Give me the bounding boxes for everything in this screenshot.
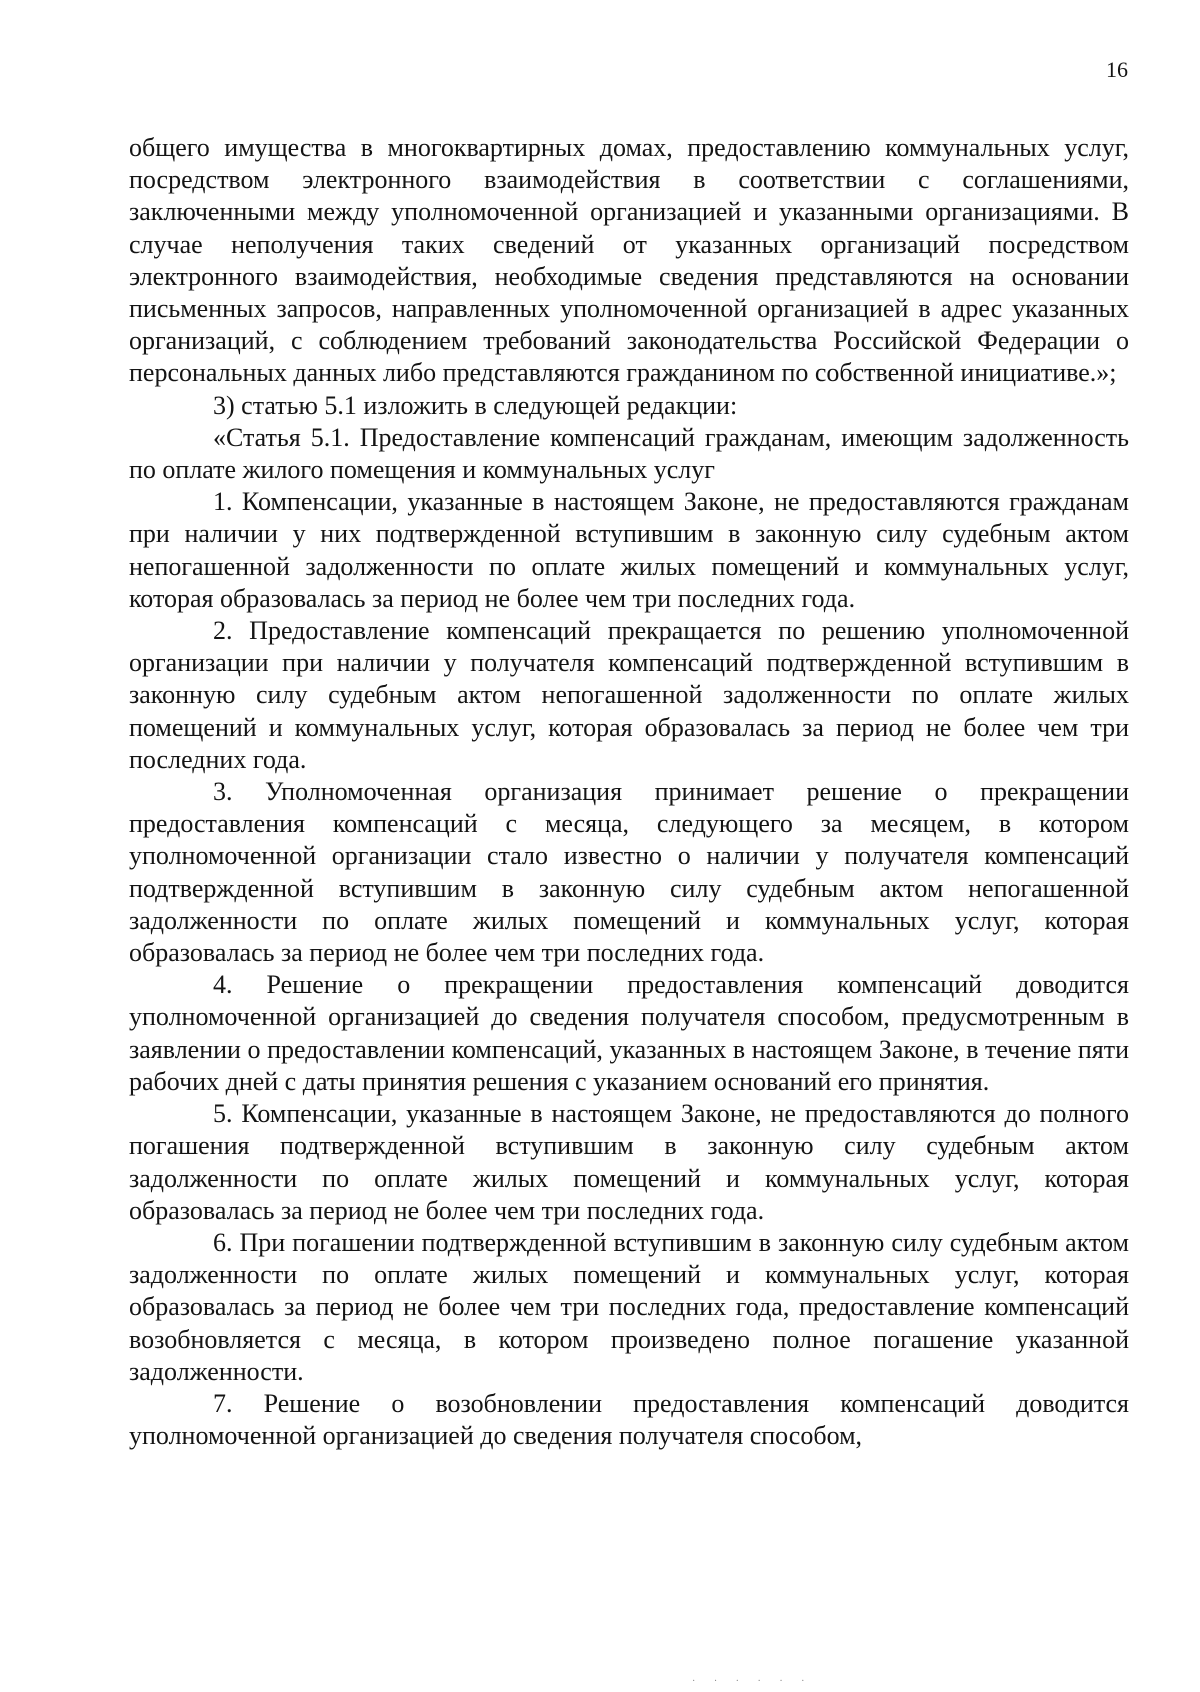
scan-specks: · · · · · ·	[692, 1676, 813, 1687]
clause-4: 4. Решение о прекращении предоставления компенсаций доводится уполномоченной организацией до сведения получателя способом, предусмотренным в заявлении о предоставлении компенсаций, указанных в настоящем Законе, в течение пяти рабочих дней с даты принятия решения с указанием оснований его принятия.	[129, 970, 1129, 1096]
clause-1: 1. Компенсации, указанные в настоящем Законе, не предоставляются гражданам при наличии у них подтвержденной вступившим в законную силу судебным актом непогашенной задолженности по оплате жилых помещений и коммунальных услуг, которая образовалась за период не более чем три последних года.	[129, 487, 1129, 613]
paragraph-continuation: общего имущества в многоквартирных домах, предоставлению коммунальных услуг, посредством электронного взаимодействия в соответствии с соглашениями, заключенными между уполномоченной организацией и указанными организациями. В случае неполучения таких сведений от указанных организаций посредством электронного взаимодействия, необходимые сведения представляются на основании письменных запросов, направленных уполномоченной организацией в адрес указанных организаций, с соблюдением требований законодательства Российской Федерации о персональных данных либо представляются гражданином по собственной инициативе.»;	[129, 133, 1129, 388]
clause-6: 6. При погашении подтвержденной вступившим в законную силу судебным актом задолженности по оплате жилых помещений и коммунальных услуг, которая образовалась за период не более чем три последних года, предоставление компенсаций возобновляется с месяца, в котором произведено полное погашение указанной задолженности.	[129, 1227, 1129, 1386]
page-number: 16	[1106, 57, 1128, 82]
article-heading: «Статья 5.1. Предоставление компенсаций гражданам, имеющим задолженность по оплате жилого помещения и коммунальных услуг	[129, 422, 1129, 485]
paragraph-item-3: 3) статью 5.1 изложить в следующей редакции:	[213, 390, 738, 420]
clause-5: 5. Компенсации, указанные в настоящем Законе, не предоставляются до полного погашения подтвержденной вступившим в законную силу судебным актом задолженности по оплате жилых помещений и коммунальных услуг, которая образовалась за период не более чем три последних года.	[129, 1099, 1129, 1225]
document-body	[129, 132, 1129, 1452]
clause-7: 7. Решение о возобновлении предоставления компенсаций доводится уполномоченной организацией до сведения получателя способом,	[129, 1388, 1129, 1451]
clause-2: 2. Предоставление компенсаций прекращается по решению уполномоченной организации при наличии у получателя компенсаций подтвержденной вступившим в законную силу судебным актом непогашенной задолженности по оплате жилых помещений и коммунальных услуг, которая образовалась за период не более чем три последних года.	[129, 616, 1129, 774]
clause-3: 3. Уполномоченная организация принимает решение о прекращении предоставления компенсаций с месяца, следующего за месяцем, в котором уполномоченной организации стало известно о наличии у получателя компенсаций подтвержденной вступившим в законную силу судебным актом непогашенной задолженности по оплате жилых помещений и коммунальных услуг, которая образовалась за период не более чем три последних года.	[129, 777, 1129, 968]
